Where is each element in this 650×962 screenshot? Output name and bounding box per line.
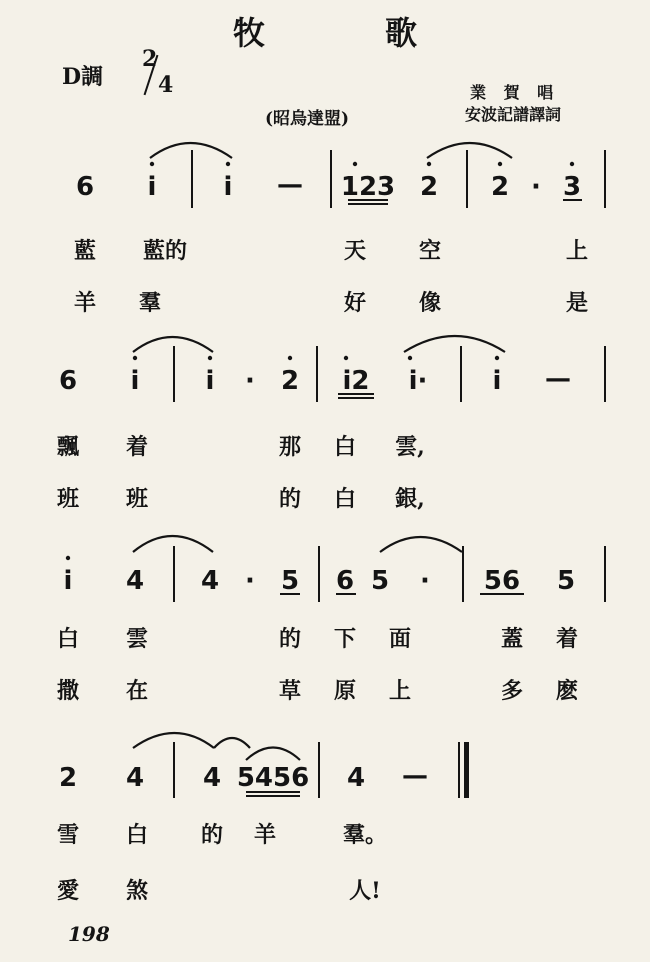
note: 2	[490, 172, 510, 202]
octave-dot	[66, 556, 70, 560]
lyric: 白	[56, 626, 80, 652]
note-dash: —	[277, 170, 303, 200]
note: 3	[562, 172, 582, 202]
note: i	[130, 366, 140, 396]
slur-mark	[133, 337, 213, 352]
lyric: 飄	[56, 434, 80, 460]
note-dot: ·	[245, 366, 255, 396]
lyric: 白	[125, 822, 149, 848]
credit-singer: 業 賀 唱	[470, 83, 560, 102]
page-number: 198	[68, 922, 110, 946]
note: 4	[200, 566, 220, 596]
lyric: 愛	[56, 878, 80, 904]
lyric: 銀,	[395, 486, 425, 512]
lyric: 草	[278, 678, 302, 704]
lyric: 天	[343, 238, 367, 264]
lyric: 在	[125, 678, 149, 704]
lyric: 着	[555, 626, 579, 652]
lyric: 好	[343, 290, 367, 316]
note: i	[147, 172, 157, 202]
note-group: 123	[340, 172, 396, 202]
slur-mark	[133, 536, 213, 552]
note: 4	[346, 763, 366, 793]
note: 4	[202, 763, 222, 793]
lyric: 煞	[125, 878, 149, 904]
note-group: i2	[342, 366, 370, 396]
lyric: 面	[388, 626, 412, 652]
lyric: 麽	[555, 678, 579, 704]
lyric: 羊	[73, 290, 97, 316]
lyric: 白	[333, 486, 357, 512]
slur-mark	[427, 143, 512, 158]
lyric: 上	[388, 678, 412, 704]
note: 5	[370, 566, 390, 596]
octave-dot	[498, 162, 502, 166]
lyric: 蓋	[500, 626, 524, 652]
octave-dot	[288, 356, 292, 360]
lyric: 是	[565, 290, 589, 316]
slur-mark	[380, 537, 462, 552]
note: i·	[408, 366, 428, 396]
note-group: 56	[483, 566, 521, 596]
lyric: 原	[333, 678, 357, 704]
credit-transcriber: 安波記譜譯詞	[465, 105, 562, 124]
octave-dot	[226, 162, 230, 166]
octave-dot	[353, 162, 357, 166]
note: 4	[125, 763, 145, 793]
lyric: 班	[125, 486, 149, 512]
note-dash: —	[545, 364, 571, 394]
octave-dot	[495, 356, 499, 360]
octave-dot	[427, 162, 431, 166]
lyric: 的	[200, 822, 224, 848]
note: 2	[280, 366, 300, 396]
lyric: 像	[418, 290, 442, 316]
note: i	[63, 566, 73, 596]
octave-dot	[344, 356, 348, 360]
time-signature-bottom: 4	[158, 72, 174, 98]
lyric: 那	[278, 434, 302, 460]
octave-dot	[570, 162, 574, 166]
note: 2	[419, 172, 439, 202]
octave-dot	[208, 356, 212, 360]
note-dot: ·	[420, 566, 430, 596]
note-dot: ·	[531, 172, 541, 202]
note: 4	[125, 566, 145, 596]
lyric: 羣	[138, 290, 162, 316]
note: 6	[58, 366, 78, 396]
note-group: 5456	[236, 763, 310, 793]
lyric: 班	[56, 486, 80, 512]
lyric: 多	[500, 678, 524, 704]
octave-dot	[133, 356, 137, 360]
note: 2	[58, 763, 78, 793]
lyric: 着	[125, 434, 149, 460]
time-signature-top: 2	[142, 46, 158, 72]
note: i	[223, 172, 233, 202]
slur-mark	[133, 733, 214, 748]
note: i	[492, 366, 502, 396]
lyric: 的	[278, 486, 302, 512]
note: 5	[280, 566, 300, 596]
note-dash: —	[402, 761, 428, 791]
note: 6	[75, 172, 95, 202]
slur-mark	[404, 336, 505, 352]
lyric: 羣。	[342, 822, 388, 848]
lyric: 白	[333, 434, 357, 460]
octave-dot	[150, 162, 154, 166]
lyric: 上	[565, 238, 589, 264]
lyric: 下	[333, 626, 357, 652]
lyric: 撒	[56, 678, 80, 704]
slur-mark	[214, 738, 250, 748]
lyric: 藍	[73, 238, 97, 264]
octave-dot	[408, 356, 412, 360]
song-origin: (昭烏達盟)	[265, 109, 350, 129]
lyric: 空	[418, 238, 442, 264]
lyric: 雲	[125, 626, 149, 652]
lyric: 人!	[349, 878, 381, 904]
song-title: 牧 歌	[232, 14, 461, 52]
note: i	[205, 366, 215, 396]
slur-mark	[246, 748, 300, 761]
note: 5	[556, 566, 576, 596]
note-dot: ·	[245, 566, 255, 596]
lyric: 藍的	[142, 238, 188, 264]
lyric: 雪	[56, 822, 80, 848]
key-signature: D調	[62, 64, 104, 90]
lyric: 羊	[253, 822, 277, 848]
slur-mark	[150, 143, 232, 158]
note: 6	[335, 566, 355, 596]
lyric: 雲,	[395, 434, 425, 460]
lyric: 的	[278, 626, 302, 652]
